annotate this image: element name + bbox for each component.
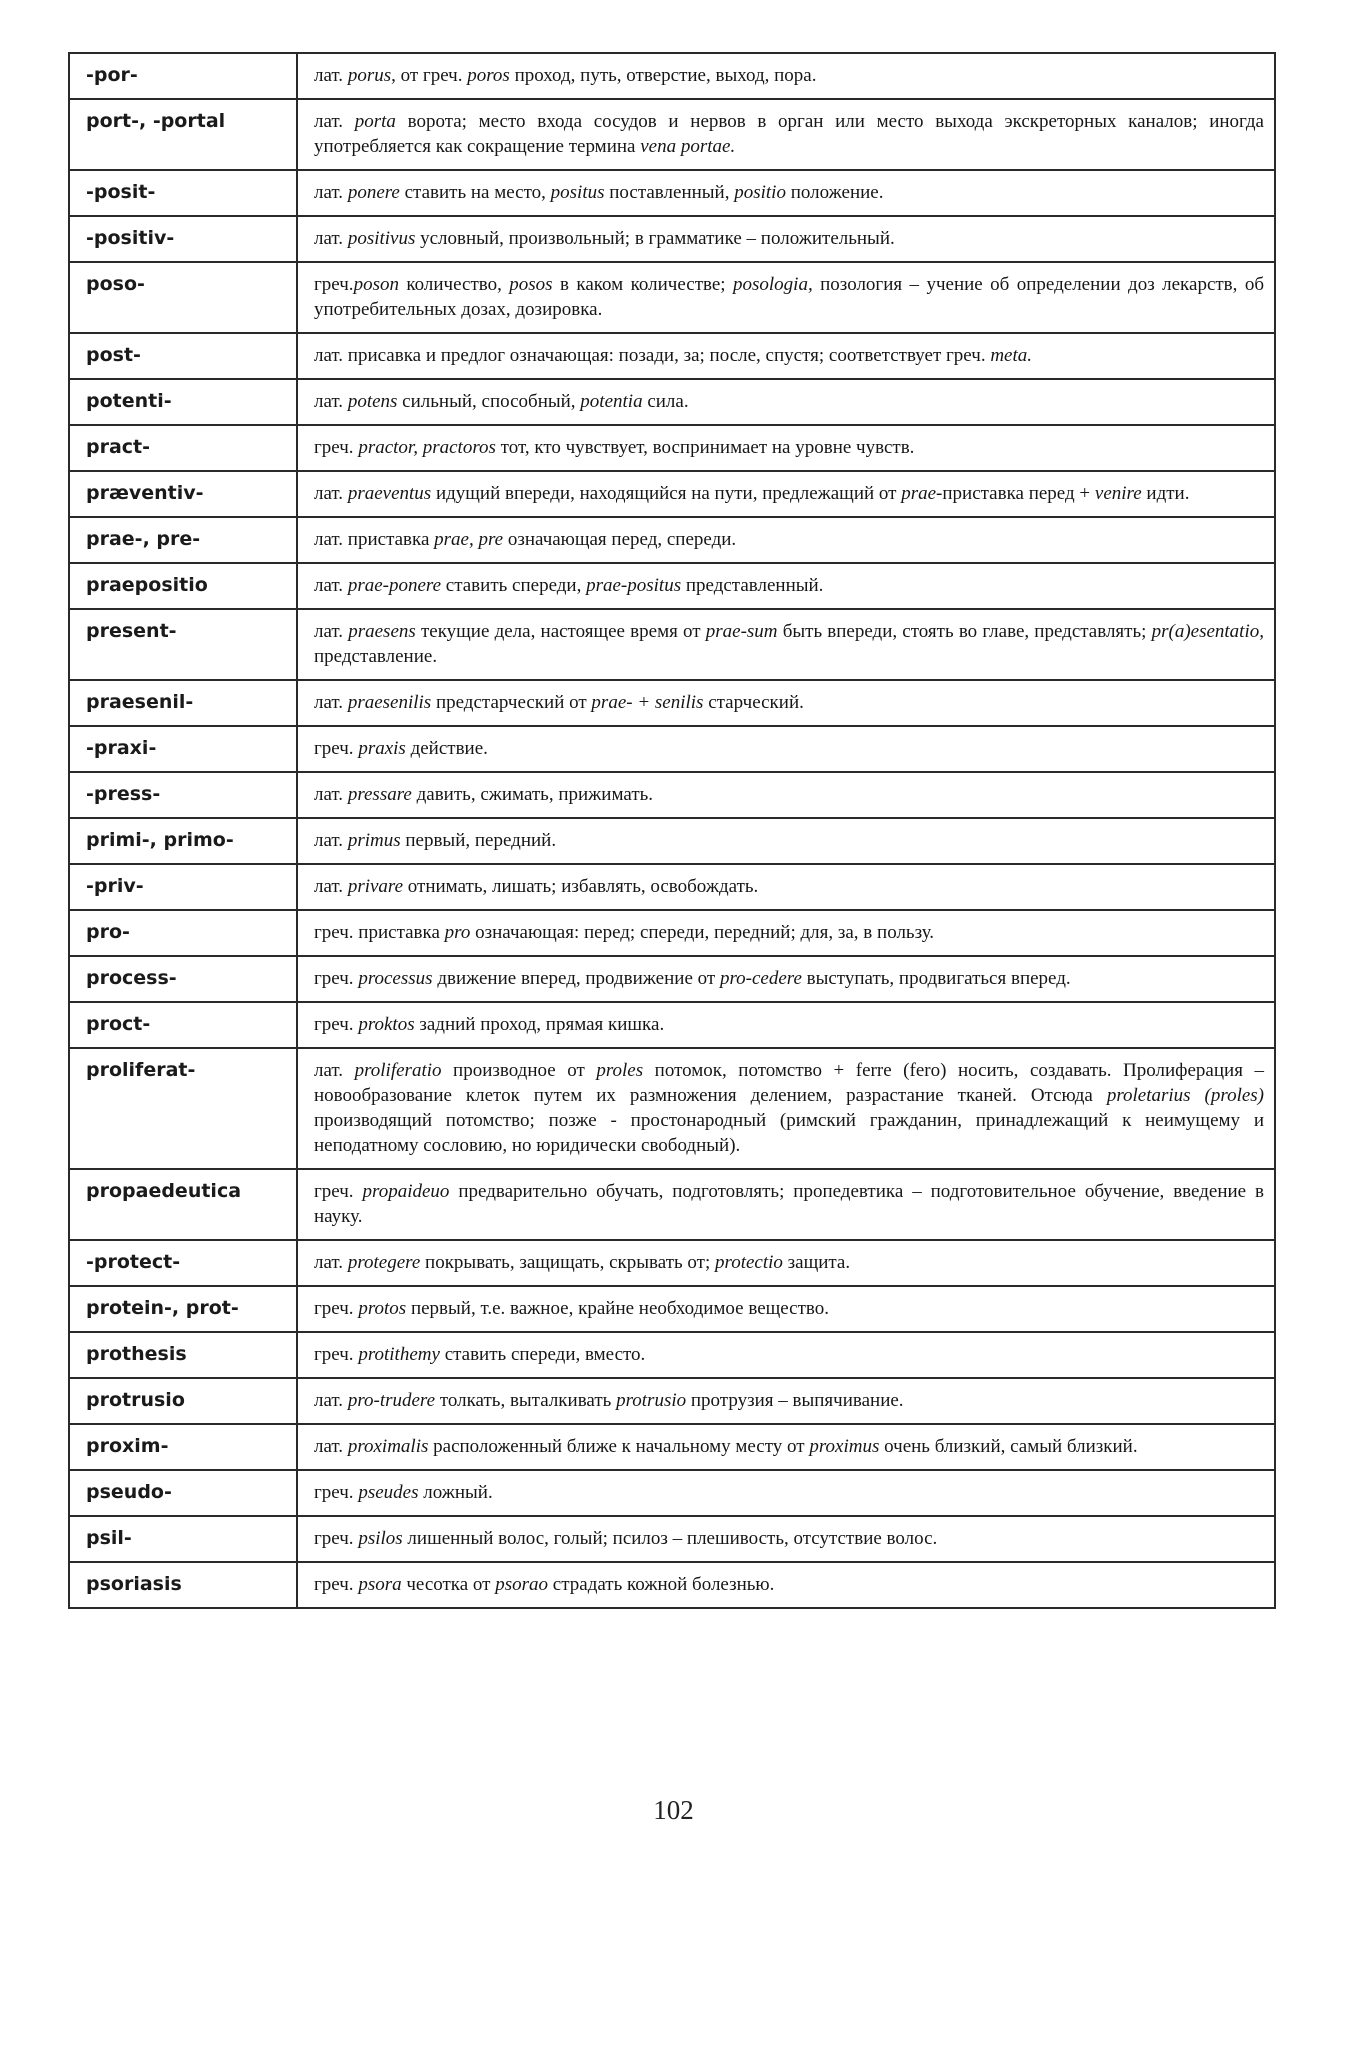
definition-italic-text: pr(a)esentatio, [1151,621,1264,642]
table-row [69,170,1275,216]
table-row [69,262,1275,333]
definition-italic-text: positus [550,182,605,203]
definition-text: лат. [314,1436,348,1457]
definition-cell [297,1516,1275,1562]
definition-text: лат. [314,182,348,203]
definition-text: протрузия – выпячивание. [686,1390,904,1411]
glossary-body [69,53,1275,1608]
definition-text: лат. [314,111,355,132]
definition-italic-text: potens [347,391,398,412]
definition-text: ставить спереди, [441,575,587,596]
definition-cell [297,1378,1275,1424]
definition-italic-text: psora [358,1574,402,1595]
definition-text: ворота; место входа сосудов и нервов в орган или место выхода экскреторных каналов; иногда употребляется как сокращение термина [314,111,1264,157]
definition-text: греч. [314,1298,359,1319]
term-cell: -por- [69,53,297,99]
definition-text: греч. [314,1528,359,1549]
definition-cell [297,170,1275,216]
definition-text: предстарческий от [431,692,592,713]
table-row [69,1169,1275,1240]
term-cell: prothesis [69,1332,297,1378]
definition-italic-text: ponere [347,182,400,203]
table-row [69,609,1275,680]
term-cell: potenti- [69,379,297,425]
definition-text: лат. [314,784,348,805]
definition-italic-text: practor, practoros [358,437,496,458]
table-row [69,333,1275,379]
term-cell: post- [69,333,297,379]
definition-text: греч. [314,437,359,458]
term-cell: pract- [69,425,297,471]
definition-text: первый, передний. [400,830,557,851]
table-row [69,99,1275,170]
definition-text: условный, произвольный; в грамматике – положительный. [415,228,895,249]
definition-text: отнимать, лишать; избавлять, освобождать. [403,876,759,897]
definition-text: давить, сжимать, прижимать. [411,784,654,805]
definition-italic-text: pro [444,922,471,943]
definition-text: производное от [441,1060,597,1081]
table-row [69,956,1275,1002]
term-cell: port-, -portal [69,99,297,170]
table-row [69,379,1275,425]
definition-text: быть впереди, стоять во главе, представлять; [777,621,1152,642]
definition-italic-text: propaideuo [362,1181,450,1202]
definition-italic-text: prae- [901,483,943,504]
definition-cell [297,216,1275,262]
table-row [69,680,1275,726]
definition-text: чесотка от [401,1574,496,1595]
glossary-page [68,52,1274,1609]
table-row [69,910,1275,956]
glossary-table [68,52,1276,1609]
table-row [69,726,1275,772]
definition-text: толкать, выталкивать [435,1390,617,1411]
definition-italic-text: vena portae. [640,136,736,157]
definition-italic-text: positivus [347,228,416,249]
definition-text: греч. приставка [314,922,445,943]
definition-cell [297,1002,1275,1048]
definition-italic-text: protrusio [616,1390,687,1411]
definition-italic-text: porta [354,111,396,132]
term-cell: protrusio [69,1378,297,1424]
term-cell: present- [69,609,297,680]
definition-text: греч. [314,738,359,759]
definition-text: выступать, продвигаться вперед. [801,968,1071,989]
definition-text: греч. [314,1574,359,1595]
definition-cell [297,1424,1275,1470]
definition-italic-text: pro-trudere [347,1390,436,1411]
definition-italic-text: prae-positus [586,575,682,596]
definition-italic-text: meta. [990,345,1033,366]
definition-text: лат. приставка [314,529,435,550]
page-number: 102 [653,1795,694,1825]
definition-text: лат. [314,575,348,596]
definition-text: сильный, способный, [397,391,581,412]
definition-text: в каком количестве; [552,274,733,295]
definition-text: означающая перед, спереди. [503,529,737,550]
definition-text: ложный. [418,1482,493,1503]
table-row [69,1002,1275,1048]
definition-text: лат. [314,483,348,504]
table-row [69,216,1275,262]
definition-text: греч. [314,968,359,989]
definition-cell [297,471,1275,517]
table-row [69,53,1275,99]
definition-text: защита. [782,1252,851,1273]
definition-text: лат. [314,692,348,713]
definition-text: тот, кто чувствует, воспринимает на уровне чувств. [495,437,915,458]
definition-italic-text: psorao [495,1574,549,1595]
definition-cell [297,563,1275,609]
definition-cell [297,1286,1275,1332]
definition-italic-text: prae- + senilis [591,692,704,713]
definition-italic-text: proliferatio [354,1060,442,1081]
definition-cell [297,1240,1275,1286]
definition-text: представление. [314,646,438,667]
definition-cell [297,517,1275,563]
term-cell: proxim- [69,1424,297,1470]
definition-cell [297,333,1275,379]
definition-cell [297,99,1275,170]
definition-italic-text: praxis [358,738,406,759]
term-cell: -press- [69,772,297,818]
definition-text: ставить на место, [399,182,551,203]
definition-text: лат. [314,830,348,851]
definition-text: ставить спереди, вместо. [439,1344,646,1365]
definition-text: предварительно обучать, подготовлять; пропедевтика – подготовительное обучение, введение в науку. [314,1181,1264,1227]
definition-cell [297,1048,1275,1169]
term-cell: -posit- [69,170,297,216]
definition-text: приставка перед + [942,483,1095,504]
table-row [69,772,1275,818]
definition-cell [297,910,1275,956]
term-cell: pro- [69,910,297,956]
term-cell: prae-, pre- [69,517,297,563]
definition-italic-text: praeventus [347,483,432,504]
table-row [69,1516,1275,1562]
definition-cell [297,425,1275,471]
definition-cell [297,262,1275,333]
term-cell: protein-, prot- [69,1286,297,1332]
term-cell: -priv- [69,864,297,910]
table-row [69,1240,1275,1286]
table-row [69,425,1275,471]
definition-italic-text: pressare [347,784,412,805]
definition-text: лат. [314,1252,348,1273]
term-cell: poso- [69,262,297,333]
definition-text: текущие дела, настоящее время от [415,621,706,642]
term-cell: psoriasis [69,1562,297,1608]
definition-text: лат. [314,621,349,642]
definition-text: лишенный волос, голый; псилоз – плешивость, отсутствие волос. [402,1528,938,1549]
definition-text: лат. [314,1390,348,1411]
definition-text: представленный. [681,575,824,596]
definition-italic-text: proles [596,1060,644,1081]
term-cell: praesenil- [69,680,297,726]
definition-text: лат. [314,65,348,86]
definition-text: покрывать, защищать, скрывать от; [420,1252,715,1273]
definition-cell [297,726,1275,772]
definition-italic-text: porus [347,65,392,86]
definition-italic-text: proximus [809,1436,880,1457]
table-row [69,864,1275,910]
definition-italic-text: proletarius (proles) [1106,1085,1264,1106]
term-cell: -praxi- [69,726,297,772]
definition-italic-text: protegere [347,1252,421,1273]
term-cell: proliferat- [69,1048,297,1169]
term-cell: pseudo- [69,1470,297,1516]
definition-text: идущий впереди, находящийся на пути, предлежащий от [431,483,902,504]
definition-italic-text: positio [734,182,786,203]
definition-text: означающая: перед; спереди, передний; для, за, в пользу. [470,922,935,943]
definition-text: страдать кожной болезнью. [548,1574,775,1595]
term-cell: -protect- [69,1240,297,1286]
definition-text: сила. [642,391,689,412]
definition-text: поставленный, [604,182,735,203]
table-row [69,1378,1275,1424]
definition-italic-text: poson [353,274,399,295]
definition-cell [297,1562,1275,1608]
definition-cell [297,53,1275,99]
definition-cell [297,1169,1275,1240]
definition-text: количество, [398,274,510,295]
table-row [69,1048,1275,1169]
definition-italic-text: potentia [580,391,643,412]
term-cell: process- [69,956,297,1002]
definition-cell [297,1470,1275,1516]
definition-cell [297,609,1275,680]
definition-italic-text: protithemy [358,1344,440,1365]
definition-text: греч. [314,274,354,295]
definition-text: положение. [785,182,884,203]
definition-text: греч. [314,1181,363,1202]
definition-italic-text: praesens [348,621,416,642]
table-row [69,517,1275,563]
definition-text: греч. [314,1482,359,1503]
term-cell: -positiv- [69,216,297,262]
definition-text: движение вперед, продвижение от [432,968,720,989]
definition-italic-text: prae, pre [434,529,504,550]
table-row [69,1286,1275,1332]
table-row [69,563,1275,609]
definition-text: лат. [314,228,348,249]
definition-text: греч. [314,1344,359,1365]
definition-italic-text: privare [347,876,404,897]
term-cell: psil- [69,1516,297,1562]
definition-cell [297,379,1275,425]
definition-italic-text: protos [358,1298,407,1319]
definition-italic-text: poros [467,65,510,86]
definition-text: действие. [405,738,488,759]
definition-text: старческий. [703,692,804,713]
term-cell: propaedeutica [69,1169,297,1240]
definition-text: расположенный ближе к начальному месту от [428,1436,810,1457]
term-cell: proct- [69,1002,297,1048]
definition-italic-text: protectio [715,1252,783,1273]
definition-text: проход, путь, отверстие, выход, пора. [509,65,817,86]
definition-italic-text: proximalis [347,1436,429,1457]
definition-italic-text: psilos [358,1528,403,1549]
definition-text: очень близкий, самый близкий. [879,1436,1138,1457]
table-row [69,1424,1275,1470]
definition-cell [297,864,1275,910]
definition-cell [297,818,1275,864]
definition-text: задний проход, прямая кишка. [414,1014,665,1035]
definition-text: производящий потомство; позже - простонародный (римский гражданин, принадлежащий к неимущему и неподатному сословию, но юридически свободный). [314,1110,1264,1156]
definition-text: потомок, потомство + ferre (fero) носить, создавать. Пролиферация – новообразование клеток путем их размножения делением, разрастание тканей. Отсюда [314,1060,1264,1106]
definition-text: позология – учение об определении доз лекарств, об употребительных дозах, дозировка. [314,274,1264,320]
definition-cell [297,1332,1275,1378]
definition-italic-text: primus [347,830,401,851]
definition-italic-text: prae-sum [705,621,778,642]
term-cell: præventiv- [69,471,297,517]
table-row [69,1332,1275,1378]
definition-text: , от греч. [391,65,468,86]
term-cell: primi-, primo- [69,818,297,864]
definition-text: лат. [314,876,348,897]
definition-text: лат. [314,391,348,412]
definition-text: греч. [314,1014,359,1035]
definition-text: лат. присавка и предлог означающая: позади, за; после, спустя; соответствует греч. [314,345,991,366]
table-row [69,818,1275,864]
definition-italic-text: venire [1094,483,1142,504]
definition-italic-text: pro-cedere [719,968,802,989]
definition-italic-text: pseudes [358,1482,419,1503]
definition-italic-text: praesenilis [347,692,432,713]
definition-cell [297,772,1275,818]
definition-text: идти. [1141,483,1190,504]
definition-italic-text: posologia, [733,274,813,295]
table-row [69,1562,1275,1608]
table-row [69,471,1275,517]
term-cell: praepositio [69,563,297,609]
definition-italic-text: proktos [358,1014,415,1035]
definition-cell [297,956,1275,1002]
table-row [69,1470,1275,1516]
definition-text: первый, т.е. важное, крайне необходимое вещество. [406,1298,830,1319]
definition-italic-text: prae-ponere [347,575,442,596]
definition-cell [297,680,1275,726]
definition-italic-text: processus [358,968,433,989]
definition-italic-text: posos [509,274,553,295]
definition-text: лат. [314,1060,355,1081]
